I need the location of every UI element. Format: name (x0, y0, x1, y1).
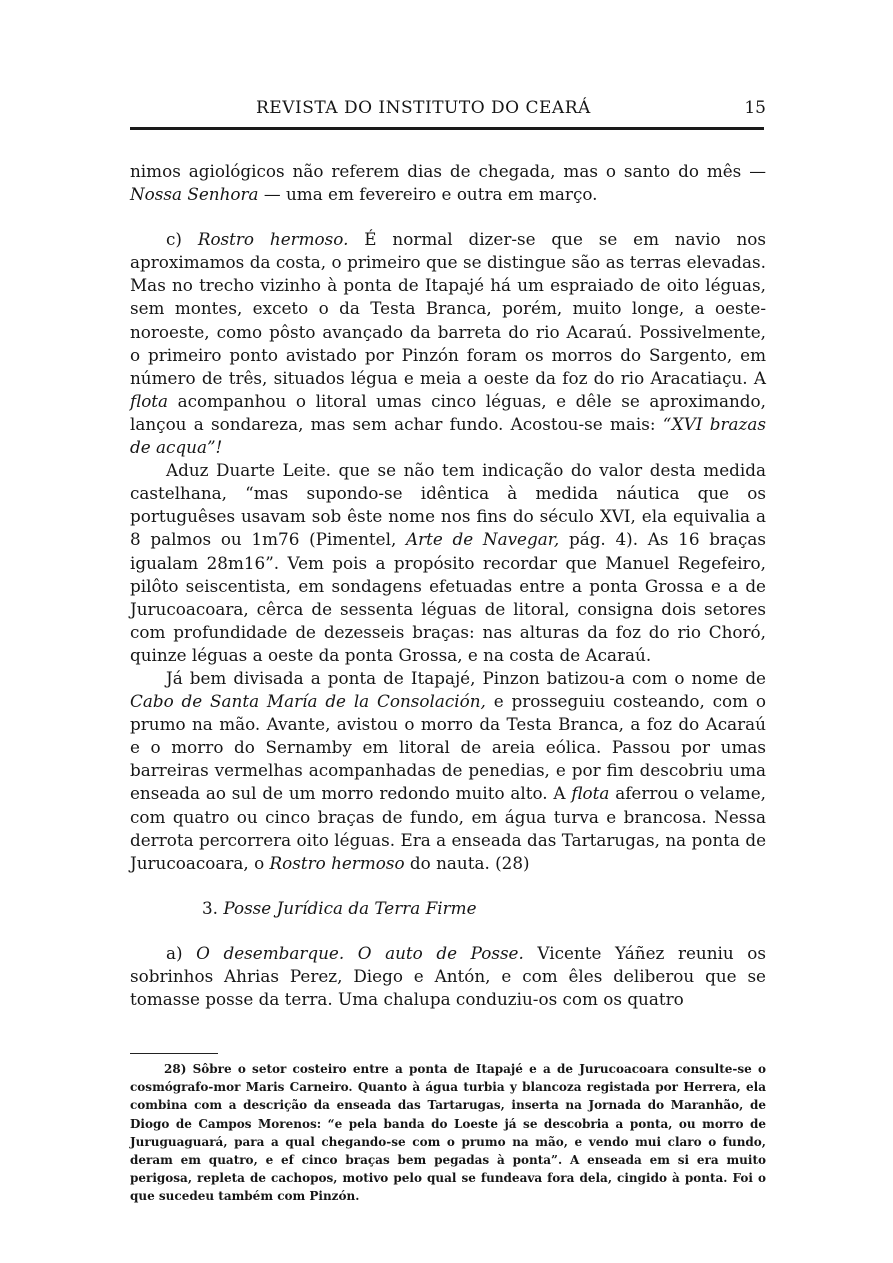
footnote (130, 1060, 766, 1206)
footnote-rule (130, 1053, 218, 1054)
page-header (130, 96, 766, 120)
paragraph-itapaje: Já bem divisada a ponta de Itapajé, Pinzon batizou-a com o nome de Cabo de Santa María de la Consolación, e prosseguiu costeando, com o prumo na mão. Avante, avistou o morro da Testa Branca, a foz do Acaraú e o morro do Sernamby em litoral de areia eólica. Passou por umas barreiras vermelhas acompanhadas de penedias, e por fim descobriu uma enseada ao sul de um morro redondo muito alto. A flota aferrou o velame, com quatro ou cinco braças de fundo, em água turva e brancosa. Nessa derrota percorrera oito léguas. Era a enseada das Tartarugas, na ponta de Jurucoacoara, o Rostro hermoso do nauta. (28) (130, 667, 767, 873)
emphasis: Nossa Senhora (130, 184, 259, 205)
subsection-title: Rostro hermoso. (197, 229, 349, 250)
subsection-title: O desembarque. O auto de Posse. (196, 942, 524, 963)
header-rule (130, 127, 764, 130)
paragraph-desembarque: a) O desembarque. O auto de Posse. Vicente Yáñez reuniu os sobrinhos Ahrias Perez, Diego e Antón, e com êles deliberou que se tomasse posse da terra. Uma chalupa conduziu-os com os quatro (130, 942, 766, 1010)
paragraph-duarte-leite: Aduz Duarte Leite. que se não tem indicação do valor desta medida castelhana, “mas supondo-se idêntica à medida náutica que os portuguêses usavam sob êste nome nos fins do século XVI, ela equivalia a 8 palmos ou 1m76 (Pimentel, Arte de Navegar, pág. 4). As 16 braças igualam 28m16”. Vem pois a propósito recordar que Manuel Regefeiro, pilôto seiscentista, em sondagens efetuadas entre a ponta Grossa e a de Jurucoacoara, cêrca de sessenta léguas de litoral, consigna dois setores com profundidade de dezesseis braças: nas alturas da foz do rio Choró, quinze léguas a oeste da ponta Grossa, e na costa de Acaraú. (130, 460, 766, 665)
book-title: Arte de Navegar, (406, 529, 560, 550)
page-number: 15 (744, 98, 766, 118)
paragraph-gap (130, 920, 766, 942)
paragraph-rostro-hermoso: c) Rostro hermoso. É normal dizer-se que se em navio nos aproximamos da costa, o primeiro que se distingue são as terras elevadas. Mas no trecho vizinho à ponta de Itapajé há um espraiado de oito léguas, sem montes, exceto o da Testa Branca, porém, muito longe, a oeste-noroeste, como pôsto avançado da barreta do rio Acaraú. Possivelmente, o primeiro ponto avistado por Pinzón foram os morros do Sargento, em número de três, situados légua e meia a oeste da foz do rio Aracatiaçu. A flota acompanhou o litoral umas cinco léguas, e dêle se aproximando, lançou a sondareza, mas sem achar fundo. Acostou-se mais: “XVI brazas de acqua”! (130, 229, 766, 458)
quotation: “XVI brazas de acqua”! (130, 413, 766, 458)
footnote-text: Sôbre o setor costeiro entre a ponta de Itapajé e a de Jurucoacoara consulte-se o cosmógrafo-mor Maris Carneiro. Quanto à água turbia y blancoza registada por Herrera, ela combina com a descrição da enseada das Tartarugas, inserta na Jornada do Maranhão, de Diogo de Campos Morenos: “e pela banda do Loeste já se descobria a ponta, ou morro de Juruguaguará, para a qual chegando-se com o prumo na mão, e vendo mui claro o fundo, deram em quatro, e ef cinco braças bem pegadas à ponta”. A enseada em si era muito perigosa, repleta de cachopos, motivo pelo qual se fundeava fora dela, cingido à ponta. Foi o que sucedeu também com Pinzón. (130, 1062, 766, 1204)
footnote-number: 28) (164, 1062, 187, 1076)
body-text (130, 160, 766, 1011)
paragraph-gap (130, 206, 766, 228)
paragraph-gap (130, 875, 766, 897)
section-heading: 3. Posse Jurídica da Terra Firme (202, 897, 477, 918)
running-title: REVISTA DO INSTITUTO DO CEARÁ (256, 98, 591, 118)
paragraph-1: nimos agiológicos não referem dias de chegada, mas o santo do mês — Nossa Senhora — uma em fevereiro e outra em março. (130, 161, 766, 205)
